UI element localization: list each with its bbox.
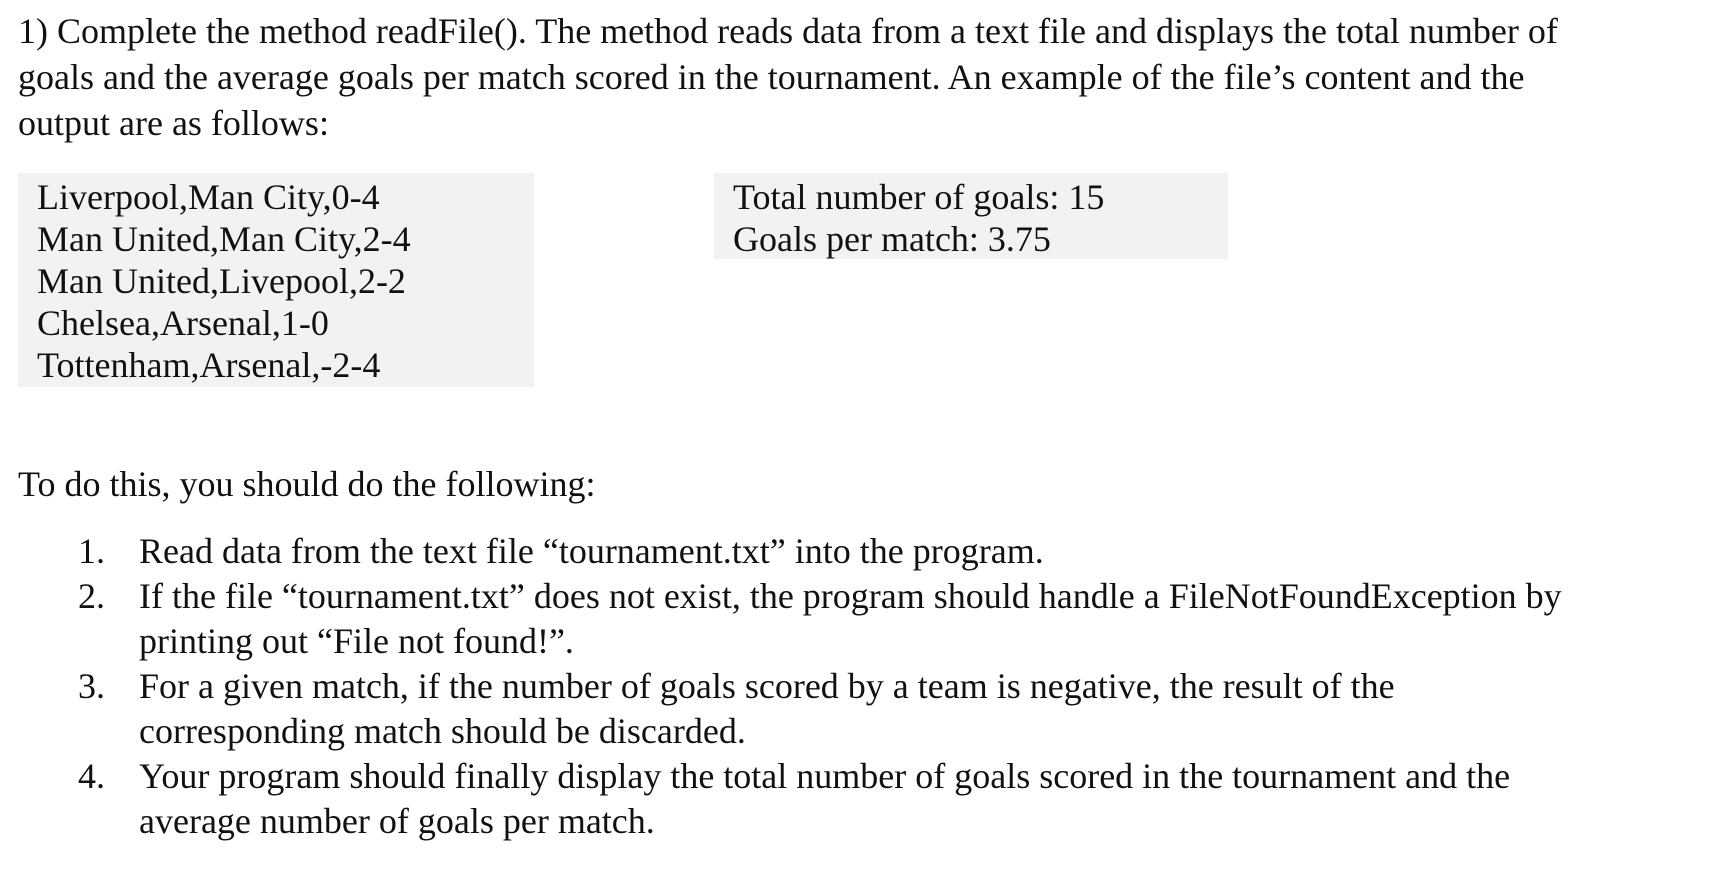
instruction-item (78, 754, 1598, 844)
instruction-item (78, 574, 1598, 664)
instruction-number: 1. (78, 531, 105, 571)
output-line: Goals per match: 3.75 (733, 219, 1051, 259)
instruction-number: 2. (78, 576, 105, 616)
file-line: Tottenham,Arsenal,-2-4 (37, 345, 381, 385)
file-content-example (18, 173, 534, 387)
instruction-text: For a given match, if the number of goals scored by a team is negative, the result of the corresponding match should be discarded. (139, 666, 1395, 751)
instruction-list (78, 529, 1598, 844)
output-line: Total number of goals: 15 (733, 177, 1105, 217)
program-output-example (714, 173, 1228, 259)
file-line: Liverpool,Man City,0-4 (37, 177, 380, 217)
instruction-item (78, 529, 1598, 574)
file-line: Chelsea,Arsenal,1-0 (37, 303, 329, 343)
instruction-text: If the file “tournament.txt” does not exist, the program should handle a FileNotFoundException by printing out “File not found!”. (139, 576, 1562, 661)
file-line: Man United,Livepool,2-2 (37, 261, 406, 301)
instruction-text: Read data from the text file “tournament.txt” into the program. (139, 531, 1044, 571)
instruction-item (78, 664, 1598, 754)
file-line: Man United,Man City,2-4 (37, 219, 411, 259)
instruction-number: 4. (78, 756, 105, 796)
instructions-intro: To do this, you should do the following: (18, 464, 596, 504)
question-text: 1) Complete the method readFile(). The method reads data from a text file and displays the total number of goals and the average goals per match scored in the tournament. An example of the file’s content and the output are as follows: (18, 11, 1558, 143)
instruction-text: Your program should finally display the total number of goals scored in the tournament and the average number of goals per match. (139, 756, 1511, 841)
instruction-number: 3. (78, 666, 105, 706)
